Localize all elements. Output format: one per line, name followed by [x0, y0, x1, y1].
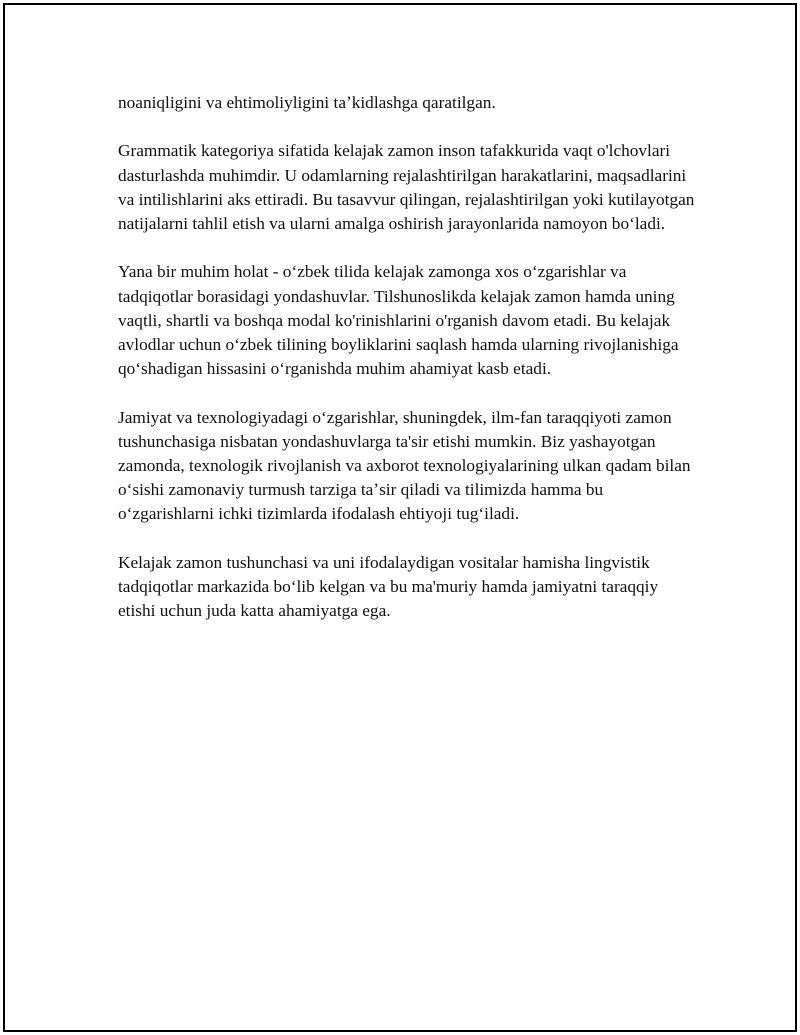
paragraph-1: noaniqligini va ehtimoliyligini taʼkidlashga qaratilgan.: [118, 93, 496, 112]
document-page: [3, 3, 797, 1032]
document-body: [118, 91, 698, 648]
paragraph-5: Kelajak zamon tushunchasi va uni ifodalaydigan vositalar hamisha lingvistik tadqiqotlar markazida boʻlib kelgan va bu ma'muriy hamda jamiyatni taraqqiy etishi uchun juda katta ahamiyatga ega.: [118, 552, 659, 621]
paragraph-2: Grammatik kategoriya sifatida kelajak zamon inson tafakkurida vaqt o'lchovlari dasturlashda muhimdir. U odamlarning rejalashtirilgan harakatlarini, maqsadlarini va intilishlarini aks ettiradi. Bu tasavvur qilingan, rejalashtirilgan yoki kutilayotgan natijalarni tahlil etish va ularni amalga oshirish jarayonlarida namoyon boʻladi.: [118, 141, 695, 233]
paragraph-4: Jamiyat va texnologiyadagi oʻzgarishlar, shuningdek, ilm-fan taraqqiyoti zamon tushunchasiga nisbatan yondashuvlarga ta'sir etishi mumkin. Biz yashayotgan zamonda, texnologik rivojlanish va axborot texnologiyalarining ulkan qadam bilan oʻsishi zamonaviy turmush tarziga taʼsir qiladi va tilimizda hamma bu oʻzgarishlarni ichki tizimlarda ifodalash ehtiyoji tugʻiladi.: [118, 407, 691, 524]
paragraph-3: Yana bir muhim holat - oʻzbek tilida kelajak zamonga xos oʻzgarishlar va tadqiqotlar borasidagi yondashuvlar. Tilshunoslikda kelajak zamon hamda uning vaqtli, shartli va boshqa modal ko'rinishlarini o'rganish davom etadi. Bu kelajak avlodlar uchun oʻzbek tilining boyliklarini saqlash hamda ularning rivojlanishiga qoʻshadigan hissasini oʻrganishda muhim ahamiyat kasb etadi.: [118, 262, 679, 379]
